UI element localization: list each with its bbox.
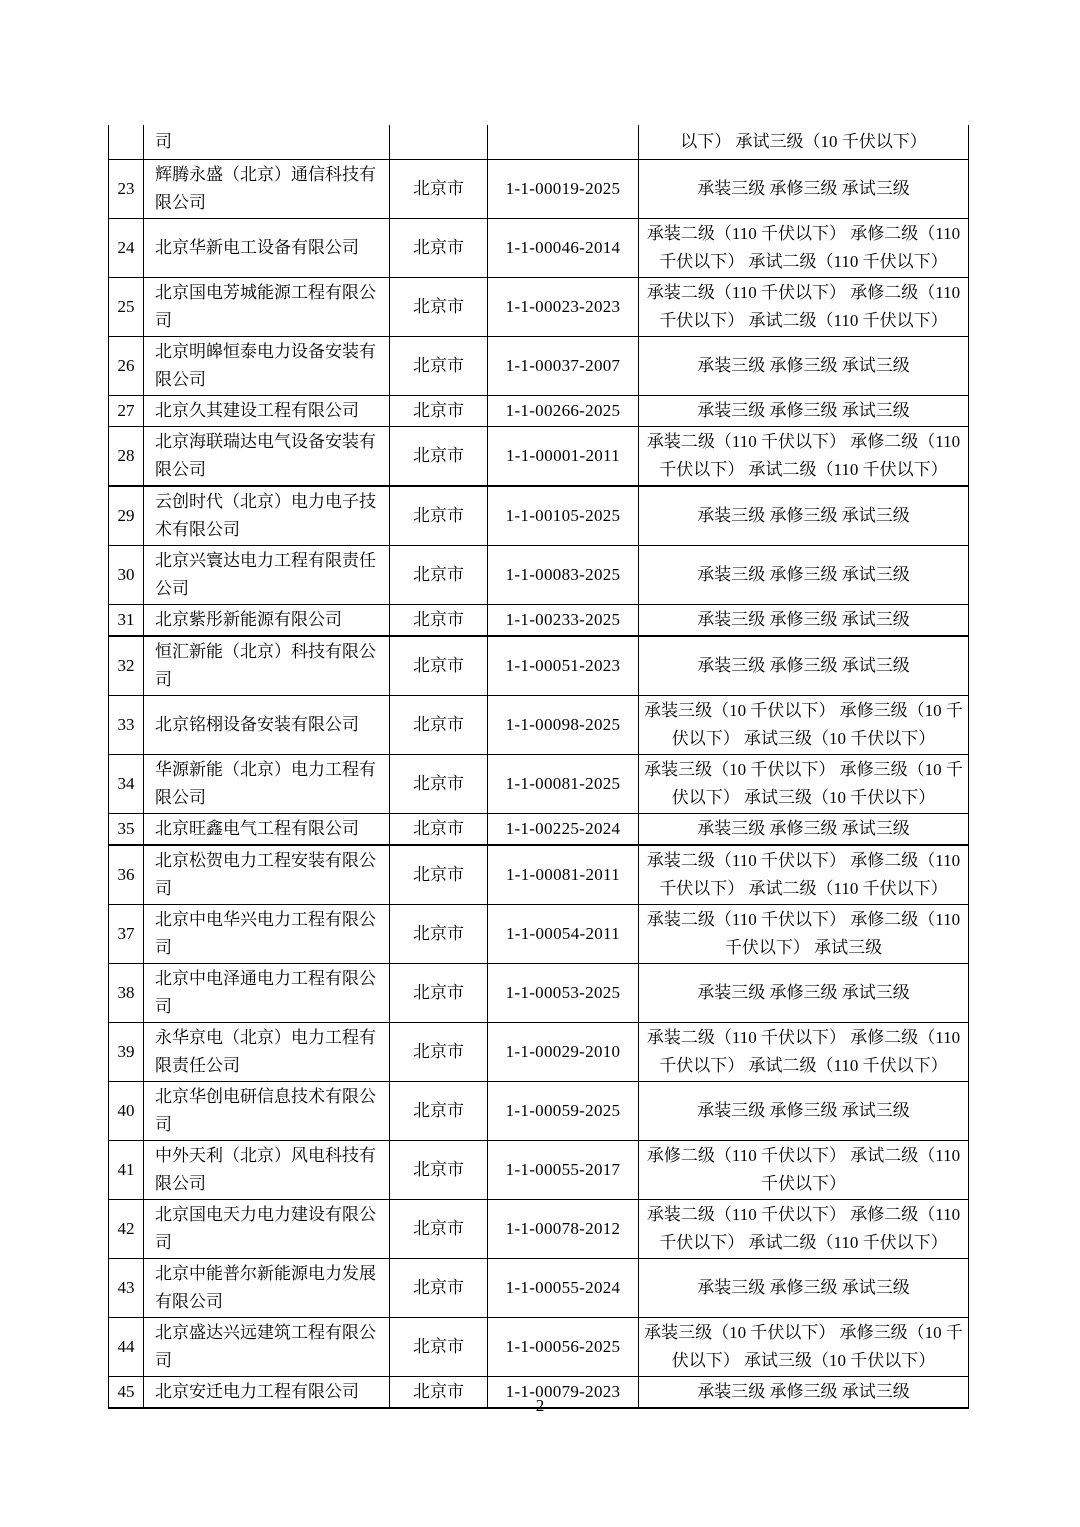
table-row [109, 1199, 969, 1258]
cell-city: 北京市 [390, 636, 488, 696]
cell-license-number: 1-1-00266-2025 [488, 395, 639, 426]
cell-qualification: 承装三级 承修三级 承试三级 [639, 336, 969, 395]
cell-row-number: 40 [109, 1081, 144, 1140]
table-row [109, 1317, 969, 1376]
cell-qualification: 承装二级（110 千伏以下） 承修二级（110 千伏以下） 承试二级（110 千伏以下） [639, 218, 969, 277]
cell-qualification: 承装三级 承修三级 承试三级 [639, 545, 969, 604]
cell-row-number: 23 [109, 159, 144, 218]
cell-license-number: 1-1-00079-2023 [488, 1376, 639, 1408]
cell-qualification: 承装三级（10 千伏以下） 承修三级（10 千伏以下） 承试三级（10 千伏以下） [639, 1317, 969, 1376]
cell-qualification: 承装三级 承修三级 承试三级 [639, 1376, 969, 1408]
cell-company-name: 北京明皞恒泰电力设备安装有限公司 [144, 336, 390, 395]
cell-city: 北京市 [390, 1258, 488, 1317]
table-row [109, 159, 969, 218]
cell-license-number: 1-1-00053-2025 [488, 963, 639, 1022]
cell-city: 北京市 [390, 336, 488, 395]
cell-company-name: 北京安迁电力工程有限公司 [144, 1376, 390, 1408]
table-row [109, 754, 969, 813]
cell-row-number: 45 [109, 1376, 144, 1408]
cell-row-number: 41 [109, 1140, 144, 1199]
cell-row-number: 36 [109, 845, 144, 905]
cell-city: 北京市 [390, 486, 488, 546]
cell-qualification: 承装三级 承修三级 承试三级 [639, 813, 969, 845]
cell-city: 北京市 [390, 1081, 488, 1140]
cell-license-number: 1-1-00055-2017 [488, 1140, 639, 1199]
cell-row-number: 38 [109, 963, 144, 1022]
cell-license-number: 1-1-00029-2010 [488, 1022, 639, 1081]
cell-company-name: 永华京电（北京）电力工程有限责任公司 [144, 1022, 390, 1081]
cell-row-number: 35 [109, 813, 144, 845]
cell-qualification: 承装三级 承修三级 承试三级 [639, 636, 969, 696]
cell-row-number: 24 [109, 218, 144, 277]
cell-company-name: 华源新能（北京）电力工程有限公司 [144, 754, 390, 813]
cell-company-name: 北京中电华兴电力工程有限公司 [144, 904, 390, 963]
table-row [109, 336, 969, 395]
table-row [109, 695, 969, 754]
cell-license-number: 1-1-00233-2025 [488, 604, 639, 636]
cell-license-number: 1-1-00081-2025 [488, 754, 639, 813]
cell-qualification: 承修二级（110 千伏以下） 承试二级（110 千伏以下） [639, 1140, 969, 1199]
cell-license-number: 1-1-00054-2011 [488, 904, 639, 963]
cell-city: 北京市 [390, 426, 488, 486]
cell-company-name: 北京盛达兴远建筑工程有限公司 [144, 1317, 390, 1376]
cell-row-number: 33 [109, 695, 144, 754]
cell-row-number: 44 [109, 1317, 144, 1376]
table-row [109, 218, 969, 277]
cell-row-number [109, 125, 144, 159]
cell-company-name: 中外天利（北京）风电科技有限公司 [144, 1140, 390, 1199]
cell-license-number: 1-1-00081-2011 [488, 845, 639, 905]
cell-license-number: 1-1-00105-2025 [488, 486, 639, 546]
cell-license-number: 1-1-00055-2024 [488, 1258, 639, 1317]
cell-license-number: 1-1-00056-2025 [488, 1317, 639, 1376]
cell-license-number: 1-1-00225-2024 [488, 813, 639, 845]
cell-license-number: 1-1-00001-2011 [488, 426, 639, 486]
cell-company-name: 辉腾永盛（北京）通信科技有限公司 [144, 159, 390, 218]
cell-row-number: 43 [109, 1258, 144, 1317]
cell-city: 北京市 [390, 218, 488, 277]
cell-company-name: 北京国电天力电力建设有限公司 [144, 1199, 390, 1258]
cell-qualification: 承装二级（110 千伏以下） 承修二级（110 千伏以下） 承试二级（110 千伏以下） [639, 1022, 969, 1081]
cell-city: 北京市 [390, 545, 488, 604]
license-table [108, 125, 969, 1409]
cell-city: 北京市 [390, 159, 488, 218]
table-row [109, 845, 969, 905]
table-row [109, 1081, 969, 1140]
table-row [109, 604, 969, 636]
cell-row-number: 39 [109, 1022, 144, 1081]
cell-company-name: 北京松贺电力工程安装有限公司 [144, 845, 390, 905]
table-row [109, 904, 969, 963]
cell-license-number: 1-1-00098-2025 [488, 695, 639, 754]
cell-city: 北京市 [390, 904, 488, 963]
cell-company-name: 北京铭栩设备安装有限公司 [144, 695, 390, 754]
cell-city: 北京市 [390, 754, 488, 813]
cell-row-number: 42 [109, 1199, 144, 1258]
cell-qualification: 以下） 承试三级（10 千伏以下） [639, 125, 969, 159]
cell-city: 北京市 [390, 277, 488, 336]
table-row [109, 395, 969, 426]
cell-company-name: 云创时代（北京）电力电子技术有限公司 [144, 486, 390, 546]
table-row [109, 486, 969, 546]
cell-row-number: 30 [109, 545, 144, 604]
cell-row-number: 37 [109, 904, 144, 963]
cell-company-name: 司 [144, 125, 390, 159]
cell-license-number: 1-1-00023-2023 [488, 277, 639, 336]
cell-license-number: 1-1-00078-2012 [488, 1199, 639, 1258]
cell-qualification: 承装三级 承修三级 承试三级 [639, 395, 969, 426]
cell-city: 北京市 [390, 604, 488, 636]
cell-qualification: 承装三级（10 千伏以下） 承修三级（10 千伏以下） 承试三级（10 千伏以下） [639, 695, 969, 754]
cell-qualification: 承装三级 承修三级 承试三级 [639, 159, 969, 218]
cell-license-number: 1-1-00059-2025 [488, 1081, 639, 1140]
cell-qualification: 承装三级 承修三级 承试三级 [639, 1081, 969, 1140]
table-row [109, 125, 969, 159]
cell-city: 北京市 [390, 1199, 488, 1258]
table-row [109, 813, 969, 845]
table-row [109, 545, 969, 604]
cell-company-name: 北京紫彤新能源有限公司 [144, 604, 390, 636]
cell-company-name: 北京中能普尔新能源电力发展有限公司 [144, 1258, 390, 1317]
cell-qualification: 承装三级（10 千伏以下） 承修三级（10 千伏以下） 承试三级（10 千伏以下） [639, 754, 969, 813]
table-row [109, 636, 969, 696]
table-row [109, 1140, 969, 1199]
table-row [109, 1258, 969, 1317]
cell-license-number [488, 125, 639, 159]
table-row [109, 963, 969, 1022]
cell-city [390, 125, 488, 159]
cell-city: 北京市 [390, 1140, 488, 1199]
cell-license-number: 1-1-00046-2014 [488, 218, 639, 277]
cell-city: 北京市 [390, 1022, 488, 1081]
cell-qualification: 承装三级 承修三级 承试三级 [639, 604, 969, 636]
cell-city: 北京市 [390, 1376, 488, 1408]
cell-license-number: 1-1-00083-2025 [488, 545, 639, 604]
cell-row-number: 29 [109, 486, 144, 546]
cell-city: 北京市 [390, 845, 488, 905]
cell-company-name: 北京海联瑞达电气设备安装有限公司 [144, 426, 390, 486]
cell-license-number: 1-1-00019-2025 [488, 159, 639, 218]
table-row [109, 1022, 969, 1081]
cell-city: 北京市 [390, 695, 488, 754]
cell-row-number: 25 [109, 277, 144, 336]
cell-qualification: 承装三级 承修三级 承试三级 [639, 963, 969, 1022]
cell-company-name: 北京久其建设工程有限公司 [144, 395, 390, 426]
cell-row-number: 34 [109, 754, 144, 813]
cell-qualification: 承装三级 承修三级 承试三级 [639, 1258, 969, 1317]
cell-company-name: 北京国电芳城能源工程有限公司 [144, 277, 390, 336]
cell-qualification: 承装二级（110 千伏以下） 承修二级（110 千伏以下） 承试三级 [639, 904, 969, 963]
cell-city: 北京市 [390, 395, 488, 426]
cell-company-name: 北京旺鑫电气工程有限公司 [144, 813, 390, 845]
cell-row-number: 31 [109, 604, 144, 636]
cell-qualification: 承装二级（110 千伏以下） 承修二级（110 千伏以下） 承试二级（110 千伏以下） [639, 277, 969, 336]
cell-company-name: 北京兴寰达电力工程有限责任公司 [144, 545, 390, 604]
cell-qualification: 承装二级（110 千伏以下） 承修二级（110 千伏以下） 承试二级（110 千伏以下） [639, 845, 969, 905]
license-table-body [109, 125, 969, 1408]
cell-company-name: 北京华创电研信息技术有限公司 [144, 1081, 390, 1140]
cell-license-number: 1-1-00051-2023 [488, 636, 639, 696]
table-row [109, 277, 969, 336]
cell-qualification: 承装二级（110 千伏以下） 承修二级（110 千伏以下） 承试二级（110 千伏以下） [639, 1199, 969, 1258]
cell-city: 北京市 [390, 963, 488, 1022]
cell-qualification: 承装二级（110 千伏以下） 承修二级（110 千伏以下） 承试二级（110 千伏以下） [639, 426, 969, 486]
cell-city: 北京市 [390, 813, 488, 845]
cell-qualification: 承装三级 承修三级 承试三级 [639, 486, 969, 546]
page-number: 2 [535, 1396, 545, 1415]
cell-row-number: 27 [109, 395, 144, 426]
cell-company-name: 北京中电泽通电力工程有限公司 [144, 963, 390, 1022]
cell-row-number: 28 [109, 426, 144, 486]
cell-license-number: 1-1-00037-2007 [488, 336, 639, 395]
cell-city: 北京市 [390, 1317, 488, 1376]
cell-company-name: 北京华新电工设备有限公司 [144, 218, 390, 277]
table-row [109, 426, 969, 486]
cell-row-number: 26 [109, 336, 144, 395]
cell-row-number: 32 [109, 636, 144, 696]
cell-company-name: 恒汇新能（北京）科技有限公司 [144, 636, 390, 696]
